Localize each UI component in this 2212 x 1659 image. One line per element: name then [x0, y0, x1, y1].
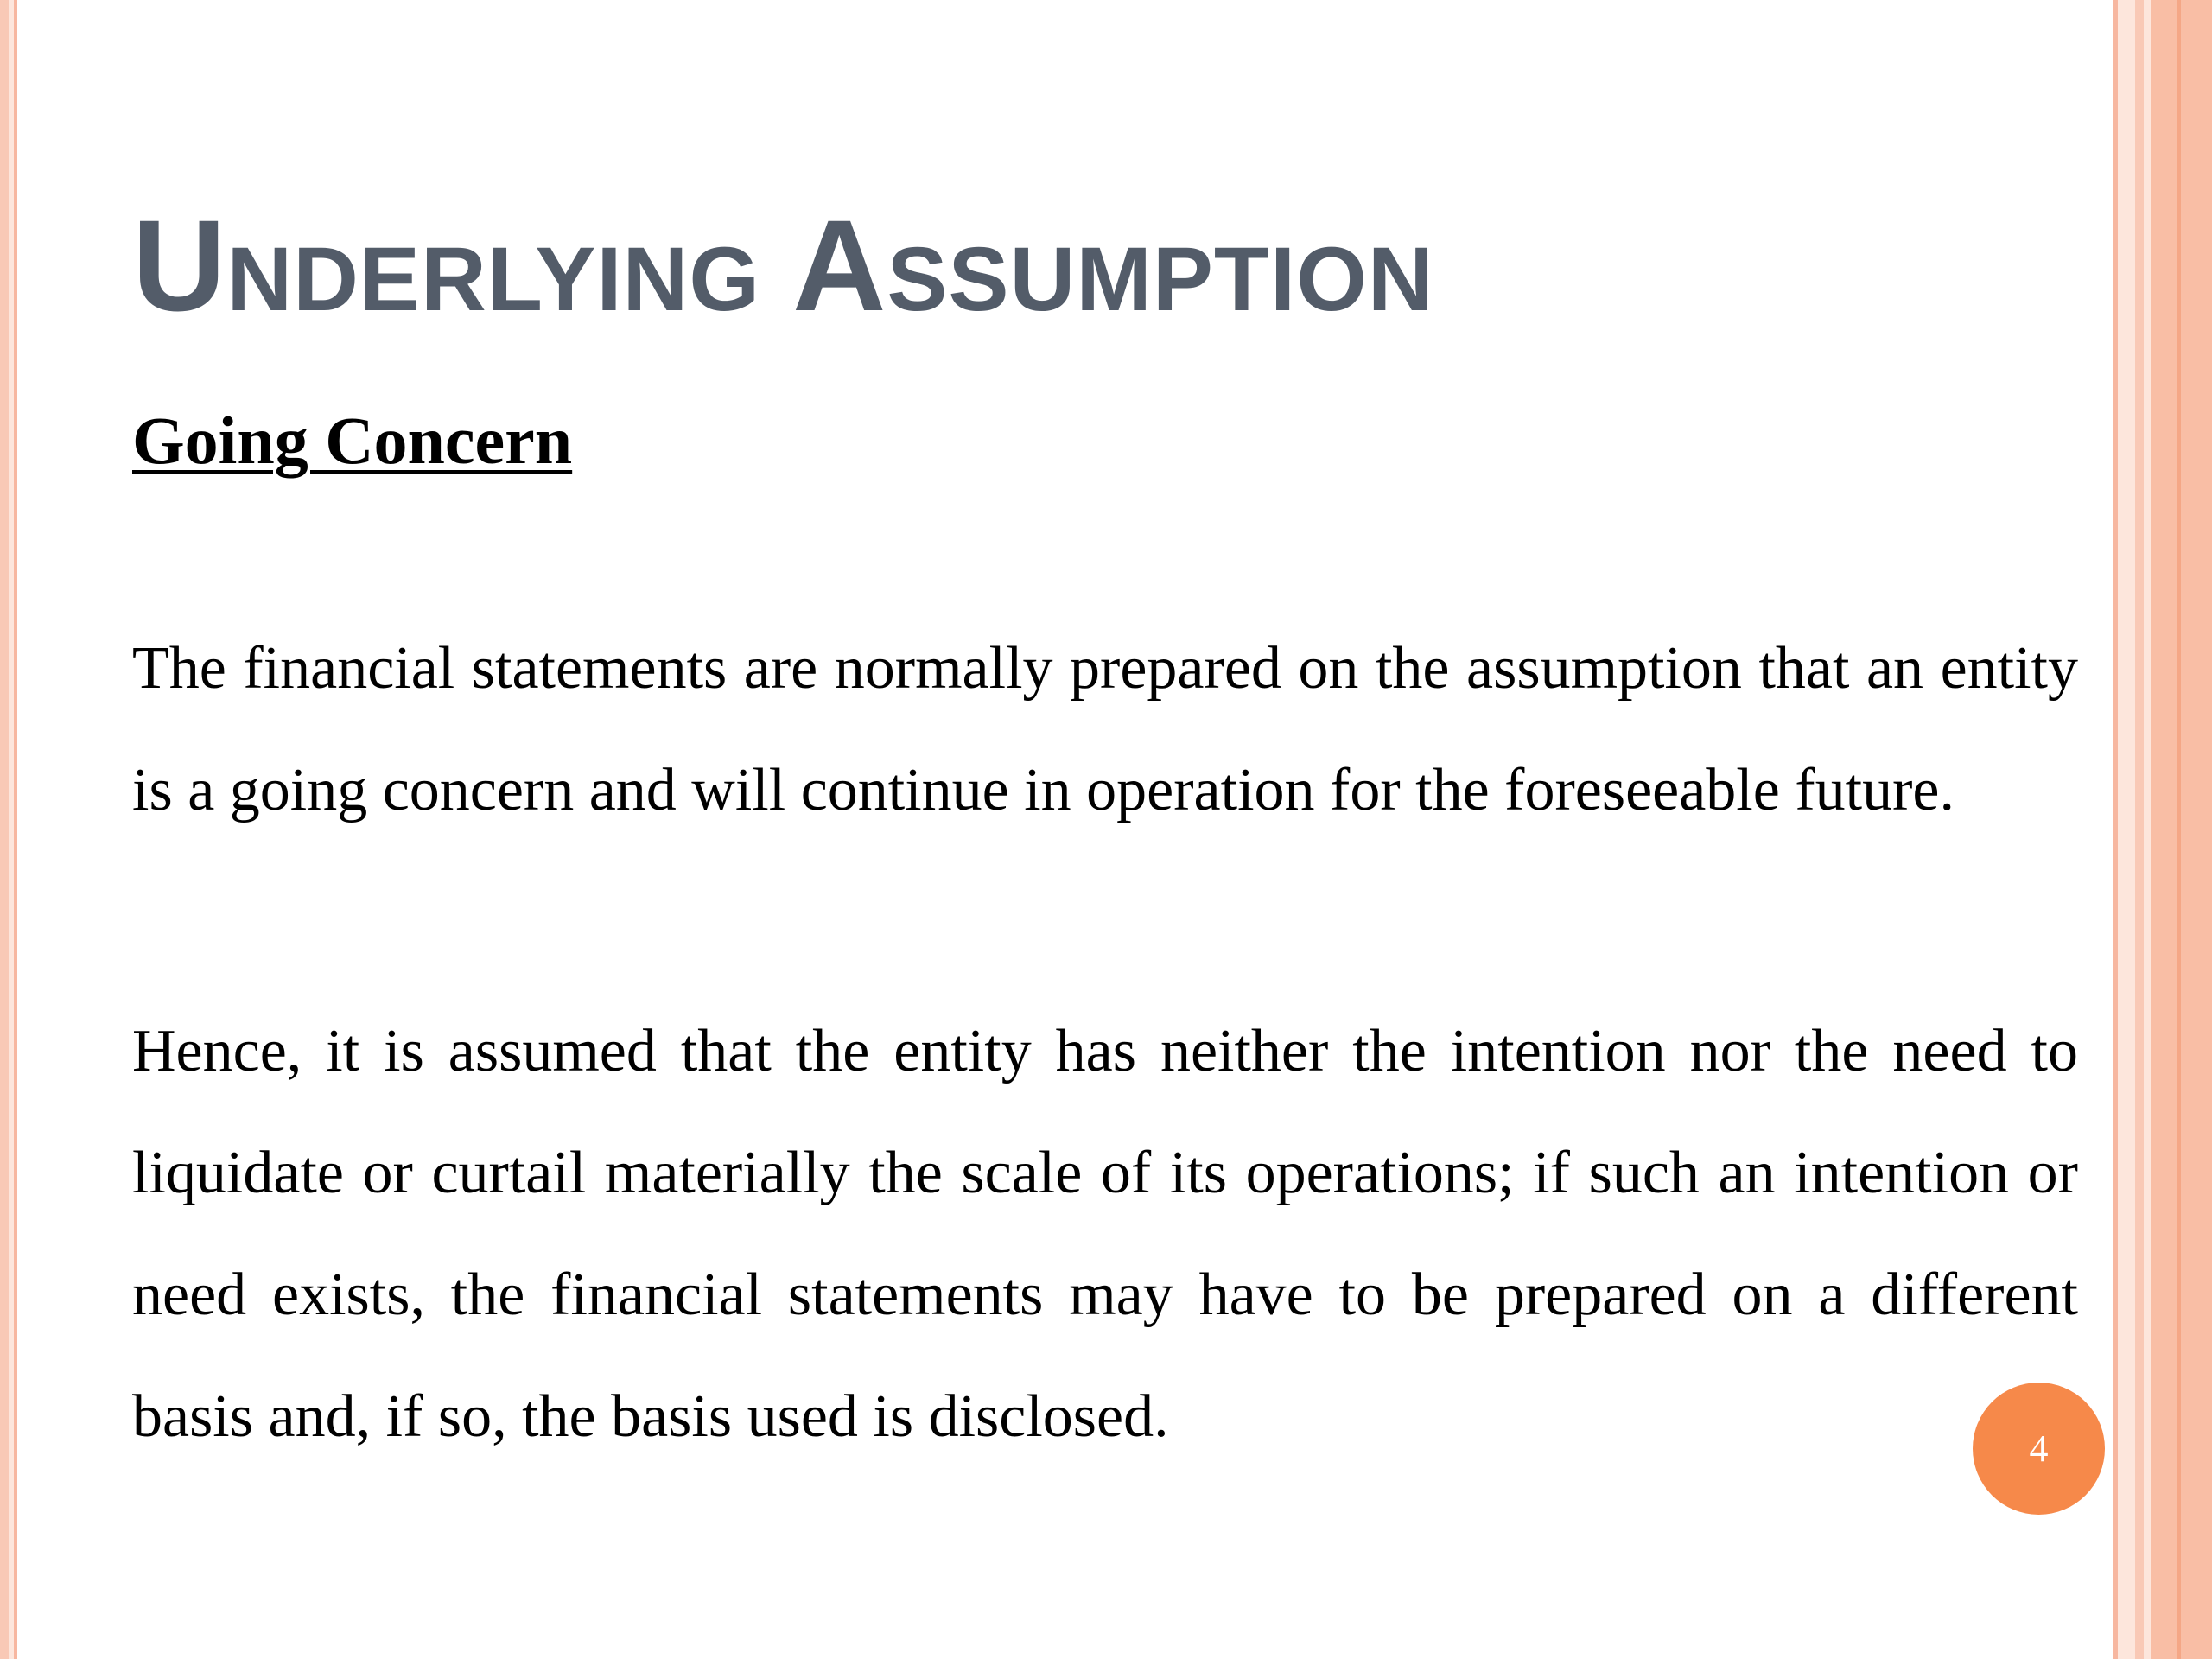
- right-border-stripe: [2135, 0, 2144, 1659]
- right-border-stripe: [2144, 0, 2151, 1659]
- left-border-stripe: [14, 0, 17, 1659]
- body-paragraph: The financial statements are normally prepared on the assumption that an entity is a going concern and will continue in operation for the foreseeable future.: [132, 635, 2078, 823]
- right-border-stripe: [2151, 0, 2212, 1659]
- body-paragraph: Hence, it is assumed that the entity has neither the intention nor the need to liquidate or curtail materially the scale of its operations; if such an intention or need exists, the financial statements may have to be prepared on a different basis and, if so, the basis used is disclosed.: [132, 1018, 2078, 1450]
- right-border-stripe: [2177, 0, 2181, 1659]
- right-border-stripe: [2118, 0, 2135, 1659]
- page-number-badge: 4: [1973, 1382, 2105, 1515]
- slide-title: Underlying Assumption: [132, 193, 1434, 338]
- left-border-stripe: [0, 0, 9, 1659]
- section-heading: Going Concern: [132, 403, 573, 478]
